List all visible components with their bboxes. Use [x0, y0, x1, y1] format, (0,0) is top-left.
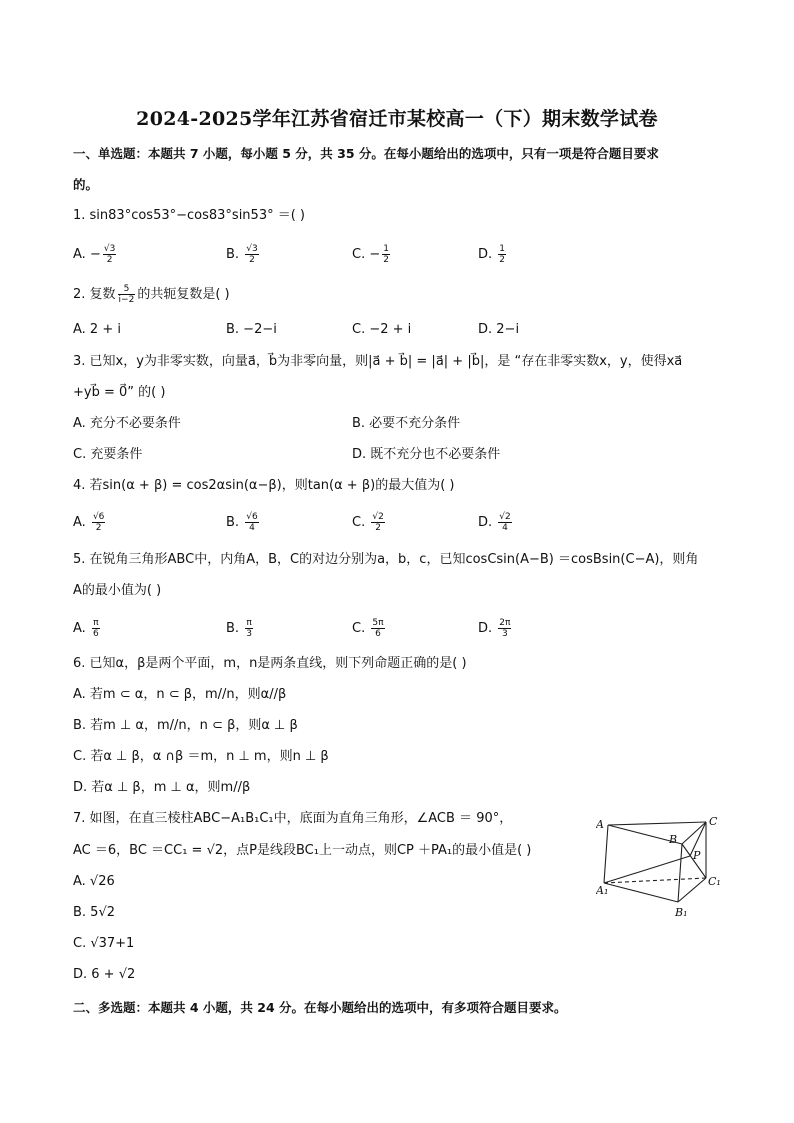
option-fraction: $\frac{1}{2}$	[383, 244, 389, 265]
edge-A1B1	[604, 883, 678, 902]
q1-option-c[interactable]	[352, 244, 392, 265]
option-label: D.	[478, 247, 493, 262]
option-sign: −	[89, 247, 101, 262]
label-C: C	[709, 815, 718, 828]
q3-option-c[interactable]: C. 充要条件	[73, 447, 143, 462]
option-label: B.	[226, 621, 240, 636]
option-label: A.	[73, 621, 86, 636]
exam-title: 2024-2025学年江苏省宿迁市某校高一（下）期末数学试卷	[136, 108, 658, 130]
q3-option-a[interactable]: A. 充分不必要条件	[73, 416, 181, 431]
q6-option-b[interactable]: B. 若m ⊥ α，m//n，n ⊂ β，则α ⊥ β	[73, 718, 298, 733]
option-label: D.	[478, 515, 493, 530]
q2-stem: 2. 复数 $\frac{5}{i-2}$ 的共轭复数是( )	[73, 284, 230, 305]
q6-stem: 6. 已知α，β是两个平面，m，n是两条直线，则下列命题正确的是( )	[73, 656, 467, 671]
q4-option-a[interactable]	[73, 512, 107, 533]
q6-option-d[interactable]: D. 若α ⊥ β，m ⊥ α，则m//β	[73, 780, 251, 795]
option-label: C.	[352, 621, 366, 636]
q3-stem-line1: 3. 已知x，y为非零实数，向量a⃗，b⃗为非零向量，则|a⃗ + b⃗| = |a⃗| + |b⃗|，是 “存在非零实数x，y，使得xa⃗	[73, 354, 683, 369]
q5-option-a[interactable]	[73, 618, 102, 639]
label-B1: B₁	[675, 906, 688, 919]
q5-stem-line2: A的最小值为( )	[73, 583, 162, 598]
q4-option-d[interactable]	[478, 512, 514, 533]
q2-option-a[interactable]: A. 2 + i	[73, 322, 121, 337]
option-label: D.	[478, 621, 493, 636]
option-fraction: $\frac{1}{2}$	[499, 244, 506, 265]
edge-AA1	[604, 825, 608, 883]
option-fraction: $\frac{√2}{4}$	[499, 512, 511, 533]
q1-option-b[interactable]	[226, 244, 261, 265]
option-fraction: $\frac{√2}{2}$	[372, 512, 384, 533]
q2-option-d[interactable]: D. 2−i	[478, 322, 520, 337]
q7-option-d[interactable]: D. 6 + √2	[73, 967, 136, 982]
q7-stem-line1: 7. 如图，在直三棱柱ABC−A₁B₁C₁中，底面为直角三角形，∠ACB ＝ 90°，	[73, 811, 513, 826]
q2-option-c[interactable]: C. −2 + i	[352, 322, 412, 337]
q3-option-b[interactable]: B. 必要不充分条件	[352, 416, 461, 431]
q5-option-d[interactable]	[478, 618, 513, 639]
option-label: C.	[352, 515, 366, 530]
edge-B1C1	[678, 878, 706, 902]
q3-option-d[interactable]: D. 既不充分也不必要条件	[352, 447, 501, 462]
option-label: A.	[73, 247, 86, 262]
label-A1: A₁	[596, 884, 609, 897]
edge-BC	[682, 822, 706, 844]
prism-figure	[596, 812, 726, 926]
option-sign: −	[369, 247, 381, 262]
section1-instruction-line2: 的。	[73, 177, 99, 192]
option-fraction: $\frac{√3}{2}$	[246, 244, 258, 265]
q2-fraction: $\frac{5}{i-2}$	[118, 284, 135, 305]
option-label: A.	[73, 515, 86, 530]
edge-BB1	[678, 844, 682, 902]
q3-stem-line2: +yb⃗ = 0⃗” 的( )	[73, 385, 166, 400]
q6-option-a[interactable]: A. 若m ⊂ α，n ⊂ β，m//n，则α//β	[73, 687, 287, 702]
label-C1: C₁	[708, 875, 721, 888]
q1-option-a[interactable]	[73, 244, 118, 265]
section2-instruction: 二、多选题：本题共 4 小题，共 24 分。在每小题给出的选项中，有多项符合题目要求。	[73, 1000, 567, 1015]
q2-option-b[interactable]: B. −2−i	[226, 322, 277, 337]
option-label: B.	[226, 247, 240, 262]
option-label: C.	[352, 247, 366, 262]
option-fraction: $\frac{2\pi}{3}$	[499, 618, 511, 639]
option-fraction: $\frac{√6}{4}$	[246, 512, 258, 533]
q4-option-c[interactable]	[352, 512, 387, 533]
edge-AC	[608, 822, 706, 825]
q7-option-c[interactable]: C. √37+1	[73, 936, 135, 951]
q5-option-b[interactable]	[226, 618, 255, 639]
section1-instruction-line1: 一、单选题：本题共 7 小题，每小题 5 分，共 35 分。在每小题给出的选项中，只有一项是符合题目要求	[73, 146, 659, 161]
option-fraction: $\frac{5\pi}{6}$	[372, 618, 384, 639]
q6-option-c[interactable]: C. 若α ⊥ β，α ∩β ＝m，n ⊥ m，则n ⊥ β	[73, 749, 329, 764]
prism-diagram	[596, 812, 726, 922]
option-fraction: $\frac{\pi}{6}$	[92, 618, 99, 639]
q1-stem: 1. sin83°cos53°−cos83°sin53° ＝( )	[73, 208, 306, 223]
label-P: P	[693, 849, 701, 862]
option-label: B.	[226, 515, 240, 530]
option-fraction: $\frac{√3}{2}$	[103, 244, 116, 265]
q4-option-b[interactable]	[226, 512, 261, 533]
q7-option-b[interactable]: B. 5√2	[73, 905, 116, 920]
q7-stem-line2: AC ＝6，BC ＝CC₁ = √2，点P是线段BC₁上一动点，则CP ＋PA₁的最小值是( )	[73, 843, 532, 858]
q5-option-c[interactable]	[352, 618, 387, 639]
q4-stem: 4. 若sin(α + β) = cos2αsin(α−β)，则tan(α + β)的最大值为( )	[73, 478, 455, 493]
option-fraction: $\frac{√6}{2}$	[92, 512, 105, 533]
label-A: A	[596, 818, 604, 831]
q1-option-d[interactable]	[478, 244, 508, 265]
label-B: B	[669, 833, 678, 846]
q7-option-a[interactable]: A. √26	[73, 874, 115, 889]
q5-stem-line1: 5. 在锐角三角形ABC中，内角A，B，C的对边分别为a，b，c，已知cosCsin(A−B) ＝cosBsin(C−A)，则角	[73, 552, 699, 567]
option-fraction: $\frac{\pi}{3}$	[246, 618, 252, 639]
